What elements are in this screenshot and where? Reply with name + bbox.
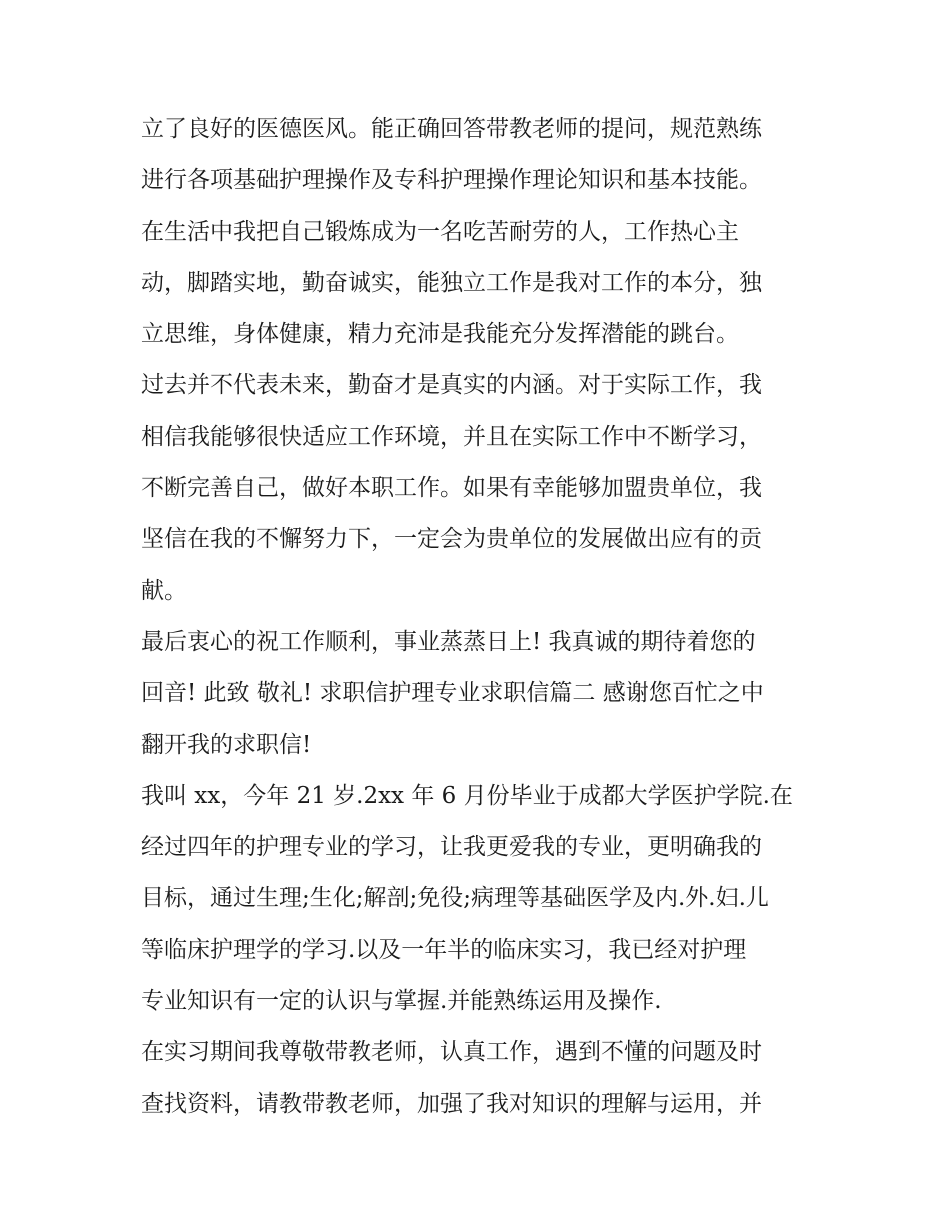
text-line: 相信我能够很快适应工作环境，并且在实际工作中不断学习， — [141, 423, 762, 450]
text-line: 目标，通过生理;生化;解剖;免役;病理等基础医学及内.外.妇.儿 — [141, 885, 769, 912]
text-line: 专业知识有一定的认识与掌握.并能熟练运用及操作. — [141, 988, 662, 1015]
text-line: 我叫 xx，今年 21 岁.2xx 年 6 月份毕业于成都大学医护学院.在 — [141, 782, 793, 809]
text-line: 献。 — [141, 577, 187, 604]
body-text — [141, 104, 821, 1130]
text-line: 查找资料，请教带教老师，加强了我对知识的理解与运用，并 — [141, 1090, 762, 1117]
text-line: 不断完善自己，做好本职工作。如果有幸能够加盟贵单位，我 — [141, 475, 762, 502]
text-line: 坚信在我的不懈努力下，一定会为贵单位的发展做出应有的贡 — [141, 526, 762, 553]
text-line: 回音! 此致 敬礼! 求职信护理专业求职信篇二 感谢您百忙之中 — [141, 680, 764, 707]
text-line: 在实习期间我尊敬带教老师，认真工作，遇到不懂的问题及时 — [141, 1039, 762, 1066]
text-line: 过去并不代表未来，勤奋才是真实的内涵。对于实际工作，我 — [141, 372, 762, 399]
text-line: 经过四年的护理专业的学习，让我更爱我的专业，更明确我的 — [141, 834, 762, 861]
text-line: 动，脚踏实地，勤奋诚实，能独立工作是我对工作的本分，独 — [141, 269, 762, 296]
text-line: 在生活中我把自己锻炼成为一名吃苦耐劳的人，工作热心主 — [141, 218, 739, 245]
text-line: 等临床护理学的学习.以及一年半的临床实习，我已经对护理 — [141, 936, 747, 963]
text-line: 最后衷心的祝工作顺利，事业蒸蒸日上! 我真诚的期待着您的 — [141, 628, 756, 655]
text-line: 立了良好的医德医风。能正确回答带教老师的提问，规范熟练 — [141, 116, 762, 142]
text-line: 翻开我的求职信! — [141, 731, 312, 758]
text-line: 立思维，身体健康，精力充沛是我能充分发挥潜能的跳台。 — [141, 321, 739, 348]
text-line: 进行各项基础护理操作及专科护理操作理论知识和基本技能。 — [141, 167, 762, 194]
